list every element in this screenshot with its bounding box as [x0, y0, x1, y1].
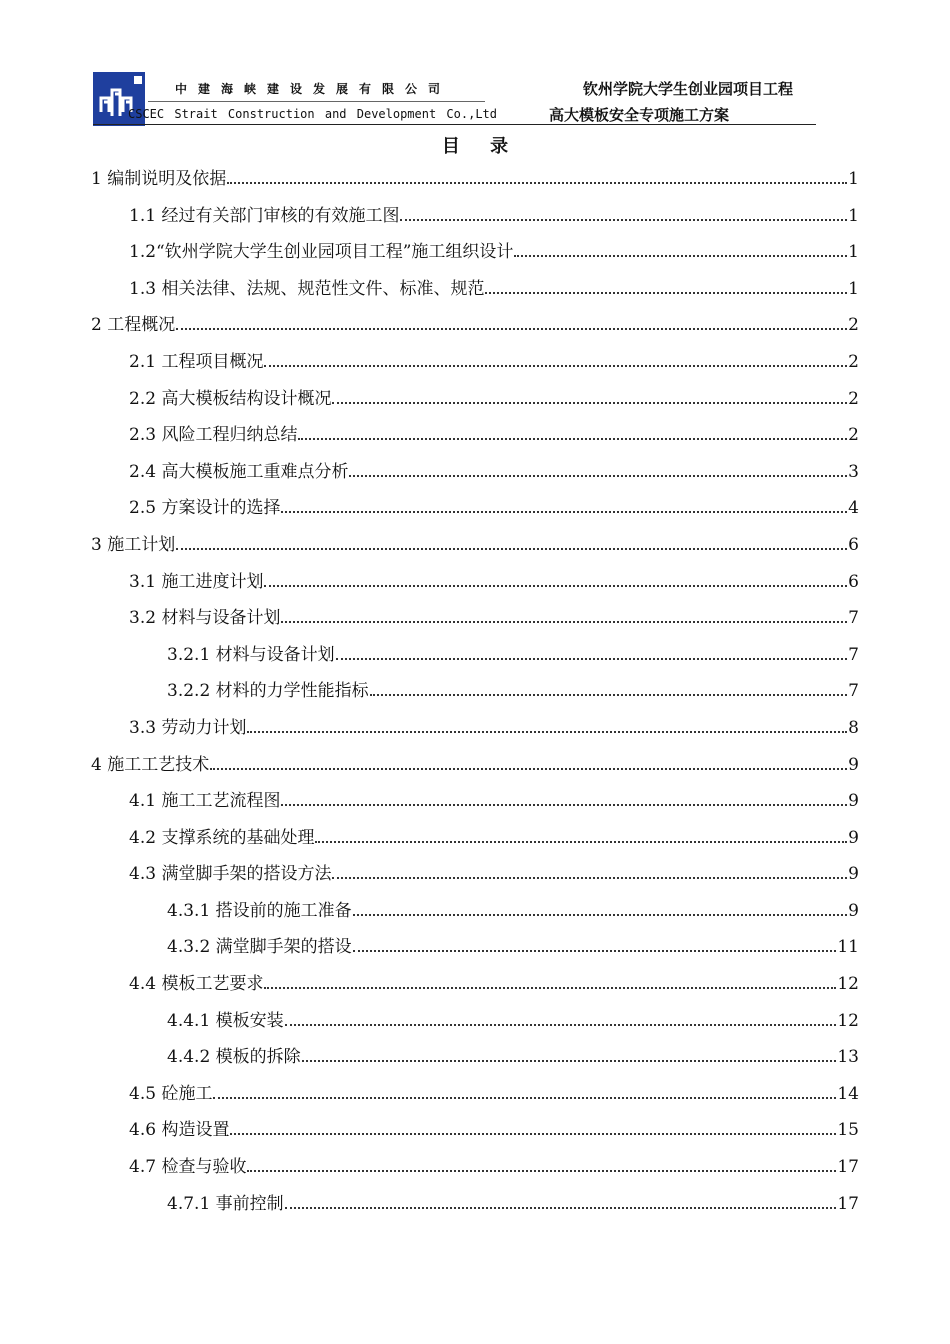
- toc-entry-label: 4.6 构造设置: [129, 1120, 230, 1141]
- toc-page-number: 14: [837, 1083, 859, 1104]
- toc-entry[interactable]: [91, 1117, 859, 1154]
- toc-page-number: 2: [848, 315, 859, 336]
- toc-page-number: 9: [848, 864, 859, 885]
- toc-page-number: 2: [848, 425, 859, 446]
- document-name: 高大模板安全专项施工方案: [549, 106, 730, 124]
- toc-entry[interactable]: [91, 788, 859, 825]
- toc-page-number: 7: [848, 608, 859, 629]
- toc-page-number: 12: [837, 1010, 859, 1031]
- toc-page-number: 17: [837, 1193, 859, 1214]
- toc-dot-leader: [370, 694, 848, 696]
- toc-entry[interactable]: [91, 459, 859, 496]
- toc-page-number: 3: [848, 461, 859, 482]
- toc-dot-leader: [349, 475, 847, 477]
- toc-entry-label: 4 施工工艺技术: [91, 754, 210, 775]
- toc-dot-leader: [298, 438, 847, 440]
- toc-entry[interactable]: [91, 1008, 859, 1045]
- toc-entry[interactable]: [91, 532, 859, 569]
- toc-dot-leader: [176, 328, 847, 330]
- toc-entry[interactable]: [91, 825, 859, 862]
- toc-dot-leader: [285, 1024, 837, 1026]
- toc-entry-label: 3.2.1 材料与设备计划: [167, 644, 335, 665]
- toc-entry[interactable]: [91, 1154, 859, 1191]
- toc-dot-leader: [247, 1170, 836, 1172]
- toc-dot-leader: [281, 621, 847, 623]
- toc-entry[interactable]: [91, 422, 859, 459]
- toc-page-number: 2: [848, 351, 859, 372]
- toc-page-number: 1: [848, 242, 859, 263]
- toc-page-number: 9: [848, 900, 859, 921]
- toc-dot-leader: [213, 1097, 836, 1099]
- toc-page-number: 9: [848, 754, 859, 775]
- toc-entry-label: 2.1 工程项目概况: [129, 351, 264, 372]
- toc-entry-label: 4.7 检查与验收: [129, 1157, 247, 1178]
- toc-dot-leader: [285, 1207, 837, 1209]
- toc-page-number: 4: [848, 498, 859, 519]
- toc-dot-leader: [227, 182, 847, 184]
- toc-entry-label: 3.3 劳动力计划: [129, 717, 247, 738]
- toc-page-number: 2: [848, 388, 859, 409]
- toc-dot-leader: [176, 548, 847, 550]
- toc-dot-leader: [315, 841, 847, 843]
- toc-entry-label: 4.3.1 搭设前的施工准备: [167, 900, 352, 921]
- toc-entry[interactable]: [91, 1191, 859, 1228]
- toc-dot-leader: [247, 731, 847, 733]
- toc-page-number: 6: [848, 534, 859, 555]
- toc-page-number: 8: [848, 717, 859, 738]
- toc-entry[interactable]: [91, 715, 859, 752]
- toc-entry[interactable]: [91, 605, 859, 642]
- toc-entry-label: 4.7.1 事前控制: [167, 1193, 284, 1214]
- header-divider-thin: [148, 101, 485, 102]
- toc-page-number: 17: [837, 1157, 859, 1178]
- toc-entry[interactable]: [91, 678, 859, 715]
- toc-dot-leader: [264, 987, 836, 989]
- toc-entry-label: 4.5 砼施工: [129, 1083, 213, 1104]
- toc-dot-leader: [210, 768, 847, 770]
- toc-page-number: 9: [848, 827, 859, 848]
- toc-entry-label: 1.2“钦州学院大学生创业园项目工程”施工组织设计: [129, 242, 514, 263]
- toc-entry-label: 2.4 高大模板施工重难点分析: [129, 461, 349, 482]
- toc-entry[interactable]: [91, 276, 859, 313]
- company-name-en: CSCEC Strait Construction and Development Co.,Ltd: [128, 107, 498, 121]
- toc-dot-leader: [332, 402, 847, 404]
- company-name-cn: 中建海峡建设发展有限公司: [175, 82, 452, 96]
- toc-entry[interactable]: [91, 166, 859, 203]
- toc-dot-leader: [400, 219, 847, 221]
- toc-title: 目 录: [441, 136, 521, 157]
- toc-entry-label: 4.3 满堂脚手架的搭设方法: [129, 864, 332, 885]
- toc-dot-leader: [514, 255, 847, 257]
- toc-entry-label: 4.4.1 模板安装: [167, 1010, 284, 1031]
- toc-dot-leader: [353, 914, 848, 916]
- toc-entry-label: 2.5 方案设计的选择: [129, 498, 281, 519]
- toc-dot-leader: [336, 658, 848, 660]
- toc-entry[interactable]: [91, 752, 859, 789]
- toc-dot-leader: [302, 1060, 837, 1062]
- toc-dot-leader: [353, 950, 837, 952]
- toc-entry-label: 3.2.2 材料的力学性能指标: [167, 681, 369, 702]
- toc-page-number: 12: [837, 974, 859, 995]
- toc-dot-leader: [264, 365, 847, 367]
- toc-page-number: 11: [837, 937, 859, 958]
- toc-entry-label: 1.3 相关法律、法规、规范性文件、标准、规范: [129, 278, 485, 299]
- toc-dot-leader: [485, 292, 847, 294]
- toc-entry-label: 2.2 高大模板结构设计概况: [129, 388, 332, 409]
- toc-entry-label: 2 工程概况: [91, 315, 176, 336]
- toc-entry-label: 4.4.2 模板的拆除: [167, 1047, 301, 1068]
- toc-entry[interactable]: [91, 971, 859, 1008]
- toc-entry-label: 4.3.2 满堂脚手架的搭设: [167, 937, 352, 958]
- toc-page-number: 1: [848, 169, 859, 189]
- toc-dot-leader: [230, 1133, 836, 1135]
- toc-entry-label: 3.1 施工进度计划: [129, 571, 264, 592]
- toc-entry[interactable]: [91, 642, 859, 679]
- toc-entry[interactable]: [91, 1044, 859, 1081]
- toc-entry[interactable]: [91, 861, 859, 898]
- toc-dot-leader: [264, 585, 847, 587]
- toc-entry[interactable]: [91, 203, 859, 240]
- toc-page-number: 15: [837, 1120, 859, 1141]
- toc-page-number: 9: [848, 791, 859, 812]
- toc-dot-leader: [281, 804, 847, 806]
- toc-page-number: 7: [848, 644, 859, 665]
- toc-entry[interactable]: [91, 495, 859, 532]
- toc-entry[interactable]: [91, 1081, 859, 1118]
- toc-entry-label: 4.2 支撑系统的基础处理: [129, 827, 315, 848]
- toc-page-number: 1: [848, 278, 859, 299]
- toc-page-number: 13: [837, 1047, 859, 1068]
- toc-entry-label: 1 编制说明及依据: [91, 169, 227, 189]
- toc-entry[interactable]: [91, 349, 859, 386]
- toc-page-number: 6: [848, 571, 859, 592]
- toc-entry[interactable]: [91, 569, 859, 606]
- toc-entry[interactable]: [91, 898, 859, 935]
- toc-entry-label: 1.1 经过有关部门审核的有效施工图: [129, 205, 400, 226]
- toc-entry-label: 3.2 材料与设备计划: [129, 608, 281, 629]
- toc-entry-label: 3 施工计划: [91, 534, 176, 555]
- toc-entry-label: 2.3 风险工程归纳总结: [129, 425, 298, 446]
- toc-entry[interactable]: [91, 386, 859, 423]
- header-divider: [93, 124, 816, 125]
- toc-page-number: 1: [848, 205, 859, 226]
- toc-entry-label: 4.4 模板工艺要求: [129, 974, 264, 995]
- toc-entry[interactable]: [91, 312, 859, 349]
- toc-entry[interactable]: [91, 934, 859, 971]
- toc-entry-label: 4.1 施工工艺流程图: [129, 791, 281, 812]
- toc-page-number: 7: [848, 681, 859, 702]
- project-name: 钦州学院大学生创业园项目工程: [583, 80, 794, 98]
- toc-entry[interactable]: [91, 239, 859, 276]
- toc-dot-leader: [332, 877, 847, 879]
- toc-dot-leader: [281, 511, 847, 513]
- table-of-contents: [91, 166, 859, 1227]
